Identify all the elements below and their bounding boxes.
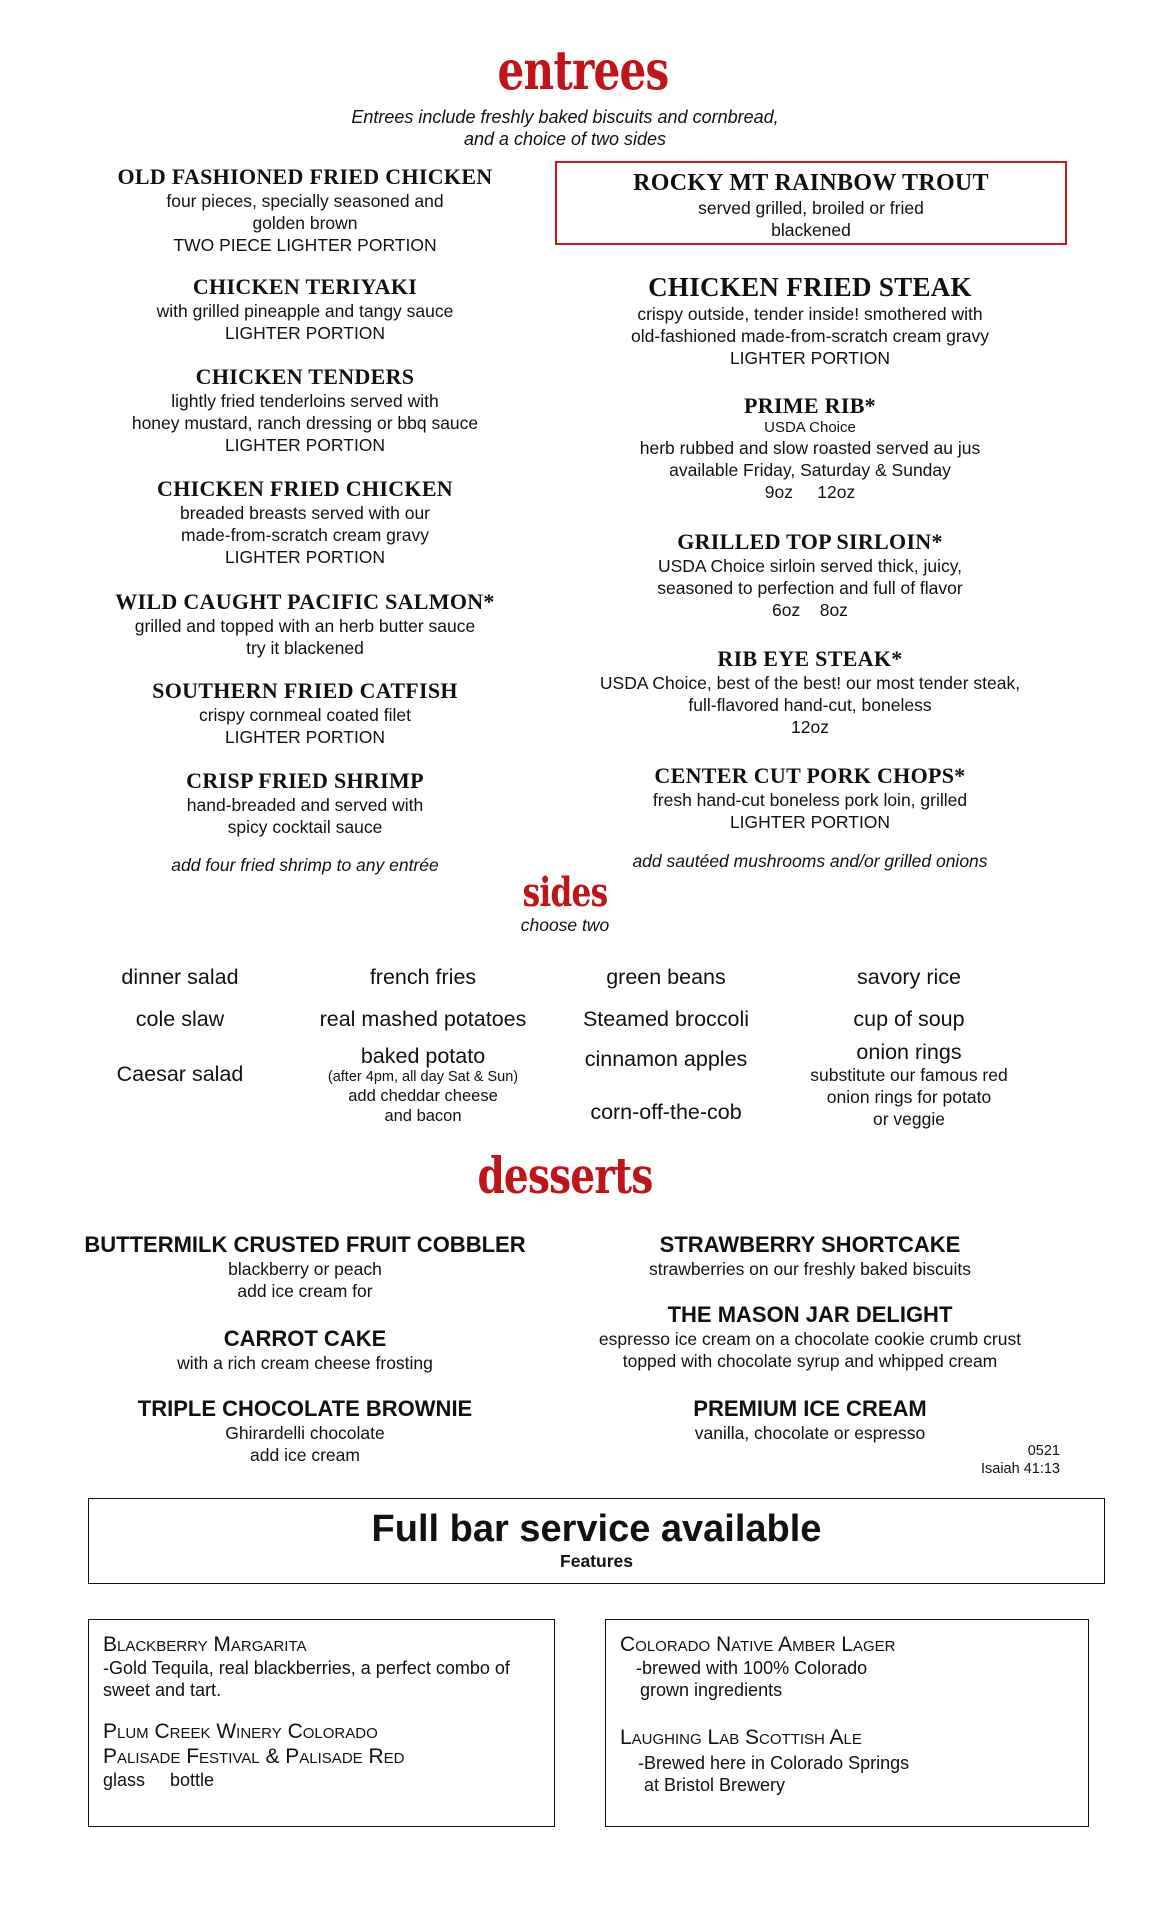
dessert-desc: espresso ice cream on a chocolate cookie crumb crust bbox=[598, 1329, 1022, 1349]
entree-item bbox=[560, 393, 1060, 503]
entree-name: SOUTHERN FRIED CATFISH bbox=[152, 678, 458, 703]
entree-item bbox=[560, 271, 1060, 369]
feature-desc: glass bottle bbox=[103, 1770, 215, 1790]
dessert-desc: vanilla, chocolate or espresso bbox=[694, 1423, 926, 1443]
side-item: Caesar salad bbox=[116, 1062, 244, 1086]
side-item: french fries bbox=[369, 965, 477, 989]
side-item-label: onion rings bbox=[856, 1040, 962, 1064]
left-entree-note: add four fried shrimp to any entrée bbox=[171, 855, 439, 875]
dessert-item bbox=[70, 1232, 540, 1302]
dessert-item bbox=[560, 1232, 1060, 1280]
feature-name: Colorado Native Amber Lager bbox=[620, 1633, 896, 1656]
feature-desc: -Gold Tequila, real blackberries, a perfect combo of bbox=[103, 1658, 510, 1678]
dessert-item bbox=[560, 1302, 1060, 1372]
sides-subtitle: choose two bbox=[520, 915, 610, 935]
features-box-left bbox=[88, 1619, 555, 1827]
side-item-note: onion rings for potato bbox=[826, 1087, 992, 1107]
side-item: green beans bbox=[606, 965, 726, 989]
entree-desc: lightly fried tenderloins served with bbox=[171, 391, 439, 411]
entree-desc: LIGHTER PORTION bbox=[224, 435, 386, 455]
entree-desc: honey mustard, ranch dressing or bbq sauce bbox=[131, 413, 479, 433]
dessert-desc: add ice cream bbox=[250, 1445, 360, 1465]
feature-name: Blackberry Margarita bbox=[103, 1633, 307, 1656]
features-label: Features bbox=[560, 1551, 633, 1571]
entrees-subtitle-line-2: and a choice of two sides bbox=[463, 129, 667, 149]
entree-desc: blackened bbox=[771, 220, 851, 240]
entree-desc: served grilled, broiled or fried bbox=[698, 198, 924, 218]
side-item: cup of soup bbox=[853, 1007, 965, 1031]
side-item-baked-potato bbox=[303, 1044, 543, 1126]
side-item: savory rice bbox=[857, 965, 961, 989]
side-item: dinner salad bbox=[121, 965, 239, 989]
entrees-subtitle-line-1: Entrees include freshly baked biscuits and cornbread, bbox=[351, 107, 779, 127]
entree-desc: full-flavored hand-cut, boneless bbox=[688, 695, 932, 715]
feature-desc: sweet and tart. bbox=[103, 1680, 222, 1700]
entree-item bbox=[90, 476, 520, 568]
feature-name: Plum Creek Winery Colorado bbox=[103, 1720, 378, 1743]
entree-desc: seasoned to perfection and full of flavor bbox=[657, 578, 963, 598]
entree-desc: USDA Choice sirloin served thick, juicy, bbox=[657, 556, 963, 576]
entrees-title: entrees bbox=[497, 38, 669, 102]
entree-item bbox=[560, 763, 1060, 833]
side-item: Steamed broccoli bbox=[582, 1007, 750, 1031]
featured-trout-box bbox=[555, 161, 1067, 245]
entree-desc: fresh hand-cut boneless pork loin, grilled bbox=[652, 790, 968, 810]
entree-item bbox=[90, 678, 520, 748]
entree-desc: LIGHTER PORTION bbox=[224, 547, 386, 567]
entree-name: PRIME RIB* bbox=[744, 393, 876, 418]
side-item-note: substitute our famous red bbox=[810, 1065, 1008, 1085]
entree-desc: USDA Choice bbox=[764, 419, 856, 436]
side-item: cinnamon apples bbox=[584, 1047, 748, 1071]
entree-desc: spicy cocktail sauce bbox=[227, 817, 383, 837]
entree-item bbox=[90, 364, 520, 456]
entree-name: OLD FASHIONED FRIED CHICKEN bbox=[117, 164, 493, 189]
entree-desc: LIGHTER PORTION bbox=[224, 727, 386, 747]
dessert-desc: add ice cream for bbox=[237, 1281, 373, 1301]
entree-desc: hand-breaded and served with bbox=[186, 795, 424, 815]
dessert-name: CARROT CAKE bbox=[223, 1326, 387, 1351]
entree-item bbox=[90, 274, 520, 344]
side-item-note: (after 4pm, all day Sat & Sun) bbox=[327, 1069, 519, 1085]
feature-desc: at Bristol Brewery bbox=[644, 1775, 786, 1795]
entree-desc: LIGHTER PORTION bbox=[729, 348, 891, 368]
feature-desc: -brewed with 100% Colorado bbox=[636, 1658, 868, 1678]
entree-name: CHICKEN FRIED STEAK bbox=[648, 272, 972, 302]
dessert-item bbox=[70, 1396, 540, 1466]
bar-service-box bbox=[88, 1498, 1105, 1584]
dessert-name: STRAWBERRY SHORTCAKE bbox=[659, 1232, 961, 1257]
sides-title: sides bbox=[522, 869, 608, 916]
feature-desc: -Brewed here in Colorado Springs bbox=[638, 1753, 910, 1773]
dessert-desc: with a rich cream cheese frosting bbox=[177, 1353, 433, 1373]
entree-desc: 6oz 8oz bbox=[772, 600, 848, 620]
entree-name: WILD CAUGHT PACIFIC SALMON* bbox=[115, 589, 495, 614]
side-item-note: or veggie bbox=[873, 1109, 945, 1129]
entree-desc: available Friday, Saturday & Sunday bbox=[669, 460, 951, 480]
side-item-note: add cheddar cheese bbox=[348, 1087, 498, 1105]
entree-desc: breaded breasts served with our bbox=[180, 503, 430, 523]
feature-name: Laughing Lab Scottish Ale bbox=[620, 1726, 862, 1749]
entree-desc: old-fashioned made-from-scratch cream gravy bbox=[631, 326, 989, 346]
entree-desc: LIGHTER PORTION bbox=[224, 323, 386, 343]
entree-desc: crispy outside, tender inside! smothered with bbox=[637, 304, 983, 324]
dessert-desc: Ghirardelli chocolate bbox=[225, 1423, 385, 1443]
dessert-name: PREMIUM ICE CREAM bbox=[693, 1396, 927, 1421]
entree-name: CHICKEN TERIYAKI bbox=[192, 274, 418, 299]
entree-name: CENTER CUT PORK CHOPS* bbox=[654, 763, 966, 788]
entree-desc: USDA Choice, best of the best! our most tender steak, bbox=[599, 673, 1021, 693]
entree-name: CRISP FRIED SHRIMP bbox=[186, 768, 424, 793]
feature-name: Palisade Festival & Palisade Red bbox=[103, 1745, 405, 1768]
entree-item bbox=[90, 768, 520, 838]
entree-desc: made-from-scratch cream gravy bbox=[181, 525, 429, 545]
bar-service-title: Full bar service available bbox=[371, 1508, 822, 1550]
verse-reference: Isaiah 41:13 bbox=[980, 1461, 1060, 1477]
dessert-desc: strawberries on our freshly baked biscuits bbox=[649, 1259, 971, 1279]
entree-desc: with grilled pineapple and tangy sauce bbox=[156, 301, 454, 321]
entree-name: ROCKY MT RAINBOW TROUT bbox=[633, 170, 989, 196]
entree-desc: grilled and topped with an herb butter sauce bbox=[134, 616, 476, 636]
entree-desc: four pieces, specially seasoned and bbox=[166, 191, 444, 211]
side-item-note: and bacon bbox=[384, 1107, 462, 1125]
dessert-name: THE MASON JAR DELIGHT bbox=[667, 1302, 953, 1327]
entree-desc: 12oz bbox=[791, 717, 829, 737]
dessert-item bbox=[560, 1396, 1060, 1444]
entree-name: RIB EYE STEAK* bbox=[717, 646, 903, 671]
entree-name: CHICKEN TENDERS bbox=[195, 364, 415, 389]
entree-item bbox=[90, 589, 520, 659]
entree-name: GRILLED TOP SIRLOIN* bbox=[677, 529, 943, 554]
desserts-title: desserts bbox=[477, 1146, 653, 1205]
side-item: real mashed potatoes bbox=[319, 1007, 527, 1031]
side-item: corn-off-the-cob bbox=[590, 1100, 742, 1124]
entree-item bbox=[560, 646, 1060, 738]
entree-desc: try it blackened bbox=[246, 638, 364, 658]
dessert-desc: topped with chocolate syrup and whipped cream bbox=[622, 1351, 998, 1371]
entree-name: CHICKEN FRIED CHICKEN bbox=[157, 476, 453, 501]
dessert-name: TRIPLE CHOCOLATE BROWNIE bbox=[137, 1396, 473, 1421]
right-entree-note: add sautéed mushrooms and/or grilled onions bbox=[632, 851, 988, 871]
features-box-right bbox=[605, 1619, 1089, 1827]
feature-desc: grown ingredients bbox=[640, 1680, 783, 1700]
entree-item bbox=[90, 164, 520, 256]
dessert-item bbox=[70, 1326, 540, 1374]
entree-item bbox=[560, 529, 1060, 621]
dessert-desc: blackberry or peach bbox=[228, 1259, 382, 1279]
menu-code: 0521 bbox=[1027, 1443, 1060, 1459]
side-item-label: baked potato bbox=[360, 1044, 486, 1068]
entree-desc: LIGHTER PORTION bbox=[729, 812, 891, 832]
dessert-name: BUTTERMILK CRUSTED FRUIT COBBLER bbox=[84, 1232, 526, 1257]
entree-desc: crispy cornmeal coated filet bbox=[198, 705, 412, 725]
entree-desc: 9oz 12oz bbox=[764, 482, 856, 502]
entree-desc: golden brown bbox=[252, 213, 358, 233]
entrees-subtitle bbox=[0, 106, 1130, 150]
side-item: cole slaw bbox=[135, 1007, 225, 1031]
entree-desc: herb rubbed and slow roasted served au jus bbox=[639, 438, 981, 458]
side-item-onion-rings bbox=[789, 1040, 1029, 1130]
entree-desc: TWO PIECE LIGHTER PORTION bbox=[173, 235, 437, 255]
